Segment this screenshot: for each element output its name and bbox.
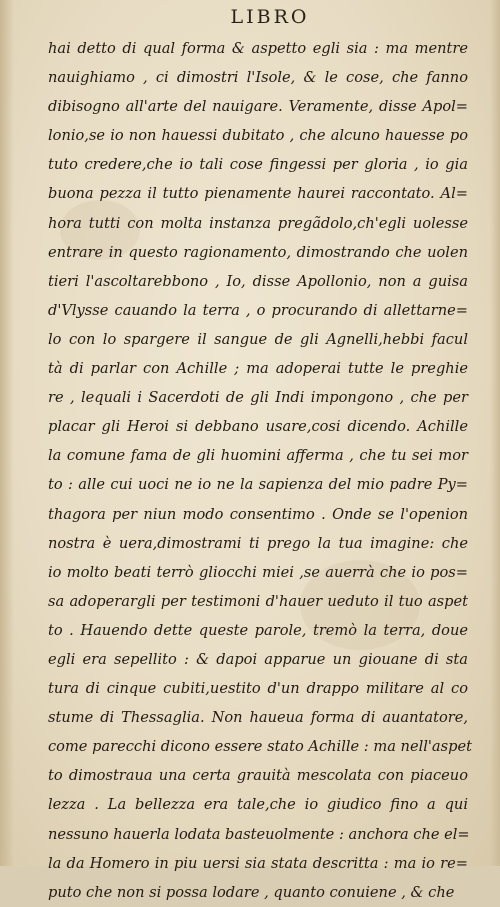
text-line: la comune fama de gli huomini afferma , che tu sei mor	[48, 447, 468, 465]
text-line: tà di parlar con Achille ; ma adoperai tutte le preghie	[48, 360, 468, 378]
text-line: tieri l'ascoltarebbono , Io, disse Apollonio, non a guisa	[48, 272, 468, 290]
text-line: to dimostraua una certa grauità mescolata con piaceuo	[48, 767, 468, 785]
page-edge-shadow	[490, 0, 500, 866]
text-line: egli era sepellito : & dapoi apparue un giouane di sta	[48, 650, 468, 668]
text-line: entrare in questo ragionamento, dimostrando che uolen	[48, 243, 468, 261]
text-line: tura di cinque cubiti,uestito d'un drappo militare al co	[48, 680, 468, 698]
text-line: stume di Thessaglia. Non haueua forma di auantatore,	[48, 709, 468, 727]
text-line: dibisogno all'arte del nauigare. Veramente, disse Apol=	[48, 98, 468, 116]
text-line: io molto beati terrò gliocchi miei ,se auerrà che io pos=	[48, 563, 468, 581]
running-title: LIBRO	[230, 6, 310, 28]
text-line: puto che non si possa lodare , quanto conuiene , & che	[48, 883, 455, 901]
text-line: to . Hauendo dette queste parole, tremò la terra, doue	[48, 621, 468, 639]
body-text	[48, 34, 472, 907]
text-line: nostra è uera,dimostrami ti prego la tua imagine: che	[48, 534, 468, 552]
text-line: thagora per niun modo consentimo . Onde se l'openion	[48, 505, 468, 523]
text-line: nauighiamo , ci dimostri l'Isole, & le cose, che fanno	[48, 69, 468, 87]
text-line: nessuno hauerla lodata basteuolmente : anchora che el=	[48, 825, 470, 843]
text-line: sa adoperargli per testimoni d'hauer ueduto il tuo aspet	[48, 592, 468, 610]
text-line: placar gli Heroi si debbano usare,cosi dicendo. Achille	[48, 418, 468, 436]
text-line: lonio,se io non hauessi dubitato , che alcuno hauesse po	[48, 127, 468, 145]
text-line: hora tutti con molta instanza pregãdolo,ch'egli uolesse	[48, 214, 468, 232]
text-line: hai detto di qual forma & aspetto egli sia : ma mentre	[48, 40, 468, 57]
text-line: lezza . La bellezza era tale,che io giudico fino a qui	[48, 796, 468, 814]
text-line: lo con lo spargere il sangue de gli Agnelli,hebbi facul	[48, 330, 468, 348]
text-line: la da Homero in piu uersi sia stata descritta : ma io re=	[48, 854, 468, 872]
text-line: re , lequali i Sacerdoti de gli Indi impongono , che per	[48, 389, 468, 407]
text-line: to : alle cui uoci ne io ne la sapienza del mio padre Py=	[48, 476, 468, 494]
text-line: d'Vlysse cauando la terra , o procurando di allettarne=	[48, 301, 468, 319]
text-line: buona pezza il tutto pienamente haurei raccontato. Al=	[48, 185, 468, 203]
page-binding-shadow	[0, 0, 14, 866]
text-line: come parecchi dicono essere stato Achille : ma nell'aspet	[48, 738, 472, 756]
text-line: tuto credere,che io tali cose fingessi per gloria , io gia	[48, 156, 468, 174]
